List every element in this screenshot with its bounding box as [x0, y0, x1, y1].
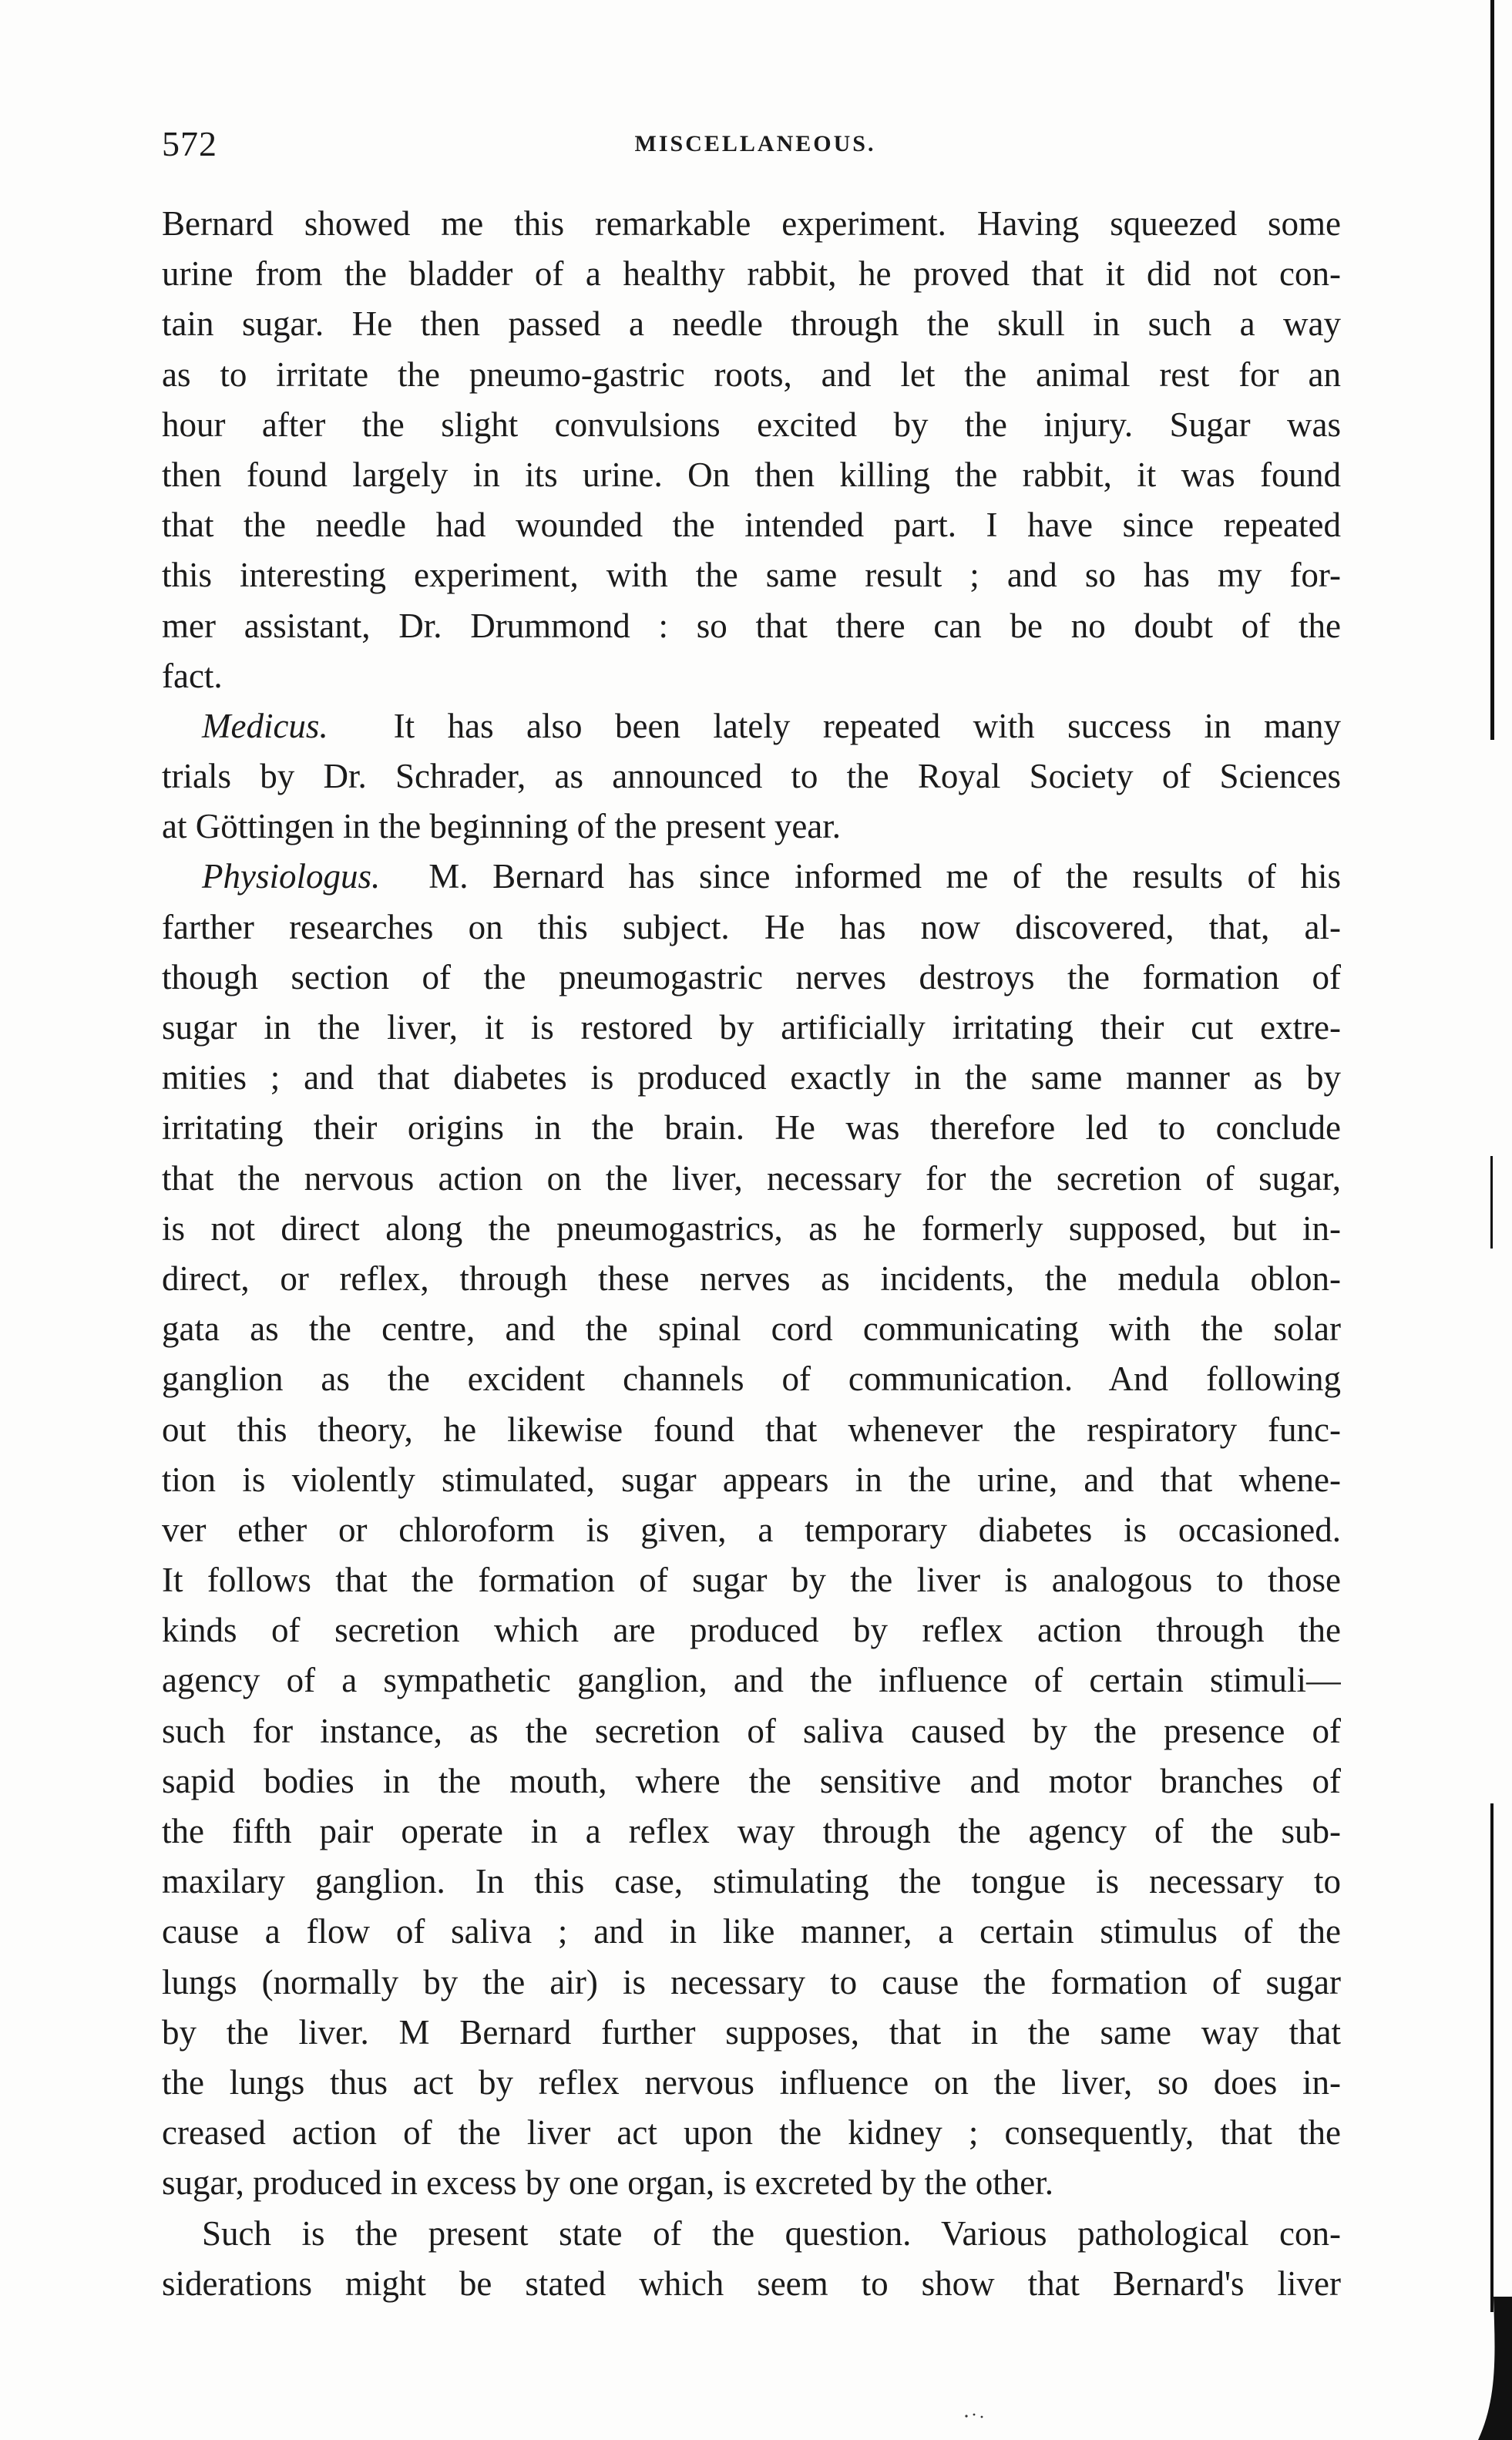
page-number: 572: [162, 124, 217, 163]
speaker-name: Medicus.: [202, 706, 328, 745]
paragraph-medicus: [162, 701, 1341, 852]
text-line: maxilary ganglion. In this case, stimulating the tongue is necessary to: [162, 1862, 1341, 1901]
text-line: sugar, produced in excess by one organ, is excreted by the other.: [162, 2163, 1054, 2203]
text-line: [162, 701, 1341, 751]
text-line: gata as the centre, and the spinal cord communicating with the solar: [162, 1309, 1341, 1349]
text-line: the lungs thus act by reflex nervous influence on the liver, so does in-: [162, 2062, 1341, 2102]
text-line: tion is violently stimulated, sugar appears in the urine, and that whene-: [162, 1460, 1341, 1499]
text-line: [162, 852, 1341, 902]
text-line: siderations might be stated which seem to show that Bernard's liver: [162, 2264, 1341, 2303]
text-line: is not direct along the pneumogastrics, as he formerly supposed, but in-: [162, 1208, 1341, 1248]
text-line: agency of a sympathetic ganglion, and the influence of certain stimuli—: [162, 1661, 1341, 1700]
text-line: trials by Dr. Schrader, as announced to the Royal Society of Sciences: [162, 757, 1341, 796]
text-line: urine from the bladder of a healthy rabbit, he proved that it did not con-: [162, 254, 1341, 294]
text-line: tain sugar. He then passed a needle through the skull in such a way: [162, 304, 1341, 344]
text-line: cause a flow of saliva ; and in like manner, a certain stimulus of the: [162, 1912, 1341, 1951]
text-line-body: It has also been lately repeated with success in many: [393, 706, 1341, 745]
text-line: Bernard showed me this remarkable experiment. Having squeezed some: [162, 204, 1341, 243]
text-line: irritating their origins in the brain. He was therefore led to conclude: [162, 1108, 1341, 1148]
paragraph-bernard-experiment: [162, 199, 1341, 701]
text-line: mer assistant, Dr. Drummond : so that there can be no doubt of the: [162, 606, 1341, 645]
page-header: [162, 123, 1341, 170]
scan-specks: [963, 2412, 994, 2420]
text-line: as to irritate the pneumo-gastric roots, and let the animal rest for an: [162, 355, 1341, 394]
text-line: that the needle had wounded the intended part. I have since repeated: [162, 506, 1341, 545]
text-line: It follows that the formation of sugar by the liver is analogous to those: [162, 1561, 1341, 1600]
text-line: ver ether or chloroform is given, a temporary diabetes is occasioned.: [162, 1510, 1341, 1549]
running-head: MISCELLANEOUS.: [634, 131, 876, 156]
paragraph-physiologus: [162, 852, 1341, 2208]
text-line: sugar in the liver, it is restored by artificially irritating their cut extre-: [162, 1008, 1341, 1047]
text-line: mities ; and that diabetes is produced exactly in the same manner as by: [162, 1058, 1341, 1097]
text-line: out this theory, he likewise found that whenever the respiratory func-: [162, 1410, 1341, 1449]
text-line: sapid bodies in the mouth, where the sensitive and motor branches of: [162, 1761, 1341, 1800]
text-line: that the nervous action on the liver, necessary for the secretion of sugar,: [162, 1158, 1341, 1198]
text-line: creased action of the liver act upon the kidney ; consequently, that the: [162, 2113, 1341, 2153]
text-line: lungs (normally by the air) is necessary to cause the formation of sugar: [162, 1962, 1341, 2001]
text-line-body: M. Bernard has since informed me of the results of his: [428, 857, 1341, 896]
binding-edge-line: [1490, 1803, 1494, 2312]
text-line: direct, or reflex, through these nerves as incidents, the medula oblon-: [162, 1259, 1341, 1298]
text-line: the fifth pair operate in a reflex way through the agency of the sub-: [162, 1812, 1341, 1850]
paragraph-present-state: [162, 2209, 1341, 2309]
page-curl-shadow: [1478, 2297, 1512, 2440]
text-line: Such is the present state of the question. Various pathological con-: [202, 2213, 1341, 2253]
text-line: ganglion as the excident channels of communication. And following: [162, 1359, 1341, 1399]
binding-edge-line: [1490, 1156, 1493, 1249]
text-line: such for instance, as the secretion of saliva caused by the presence of: [162, 1711, 1341, 1750]
text-line: this interesting experiment, with the same result ; and so has my for-: [162, 556, 1341, 595]
text-line: hour after the slight convulsions excited by the injury. Sugar was: [162, 405, 1341, 444]
text-line: kinds of secretion which are produced by reflex action through the: [162, 1611, 1341, 1650]
text-line: farther researches on this subject. He has now discovered, that, al-: [162, 907, 1341, 946]
binding-edge-line: [1490, 0, 1494, 740]
text-line: then found largely in its urine. On then killing the rabbit, it was found: [162, 455, 1341, 494]
speaker-name: Physiologus.: [202, 857, 381, 896]
body-text: [162, 199, 1341, 2309]
text-line: fact.: [162, 656, 223, 695]
text-line: though section of the pneumogastric nerves destroys the formation of: [162, 957, 1341, 997]
text-line: by the liver. M Bernard further supposes, that in the same way that: [162, 2012, 1341, 2052]
text-line: at Göttingen in the beginning of the present year.: [162, 807, 842, 846]
